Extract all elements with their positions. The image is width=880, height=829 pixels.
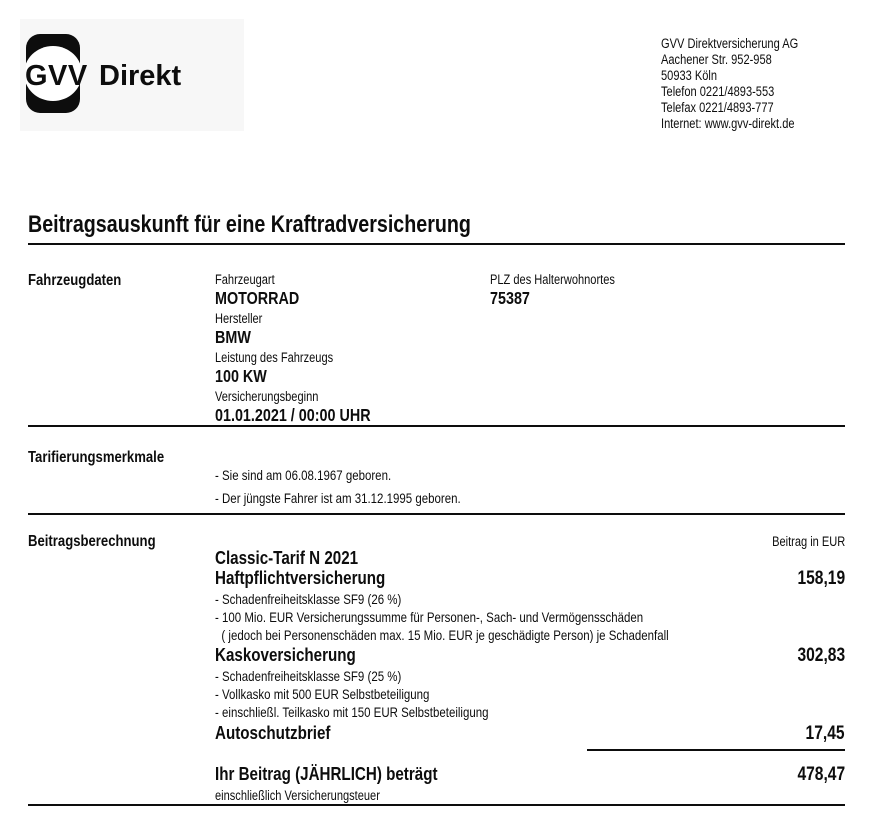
field-value-leistung: 100 KW <box>215 366 267 386</box>
roadside-amount: 17,45 <box>806 722 845 744</box>
company-city-line: 50933 Köln <box>661 68 718 84</box>
tariff-bullet-youngest-driver: - Der jüngste Fahrer ist am 31.12.1995 geboren. <box>215 490 461 506</box>
calc-row-comprehensive <box>215 645 845 666</box>
tariff-name: Classic-Tarif N 2021 <box>215 547 359 568</box>
tariff-bullet-birthdate: - Sie sind am 06.08.1967 geboren. <box>215 467 392 483</box>
detail-line: - 100 Mio. EUR Versicherungssumme für Personen-, Sach- und Vermögensschäden <box>215 608 644 625</box>
field-value-fahrzeugart: MOTORRAD <box>215 288 300 308</box>
brand-suffix: Direkt <box>99 60 182 92</box>
comprehensive-name: Kaskoversicherung <box>215 644 356 666</box>
tariff-section-label: Tarifierungsmerkmale <box>28 449 165 466</box>
detail-line: - einschließl. Teilkasko mit 150 EUR Selbstbeteiligung <box>215 703 489 720</box>
brand-name: GVV <box>25 60 88 92</box>
detail-line: - Schadenfreiheitsklasse SF9 (26 %) <box>215 591 402 607</box>
company-name-line: GVV Direktversicherung AG <box>661 36 799 51</box>
field-label-leistung: Leistung des Fahrzeugs <box>215 350 334 365</box>
calculation-body <box>215 548 845 804</box>
total-amount: 478,47 <box>797 763 845 785</box>
tariff-bullets <box>215 464 515 510</box>
liability-amount: 158,19 <box>797 568 845 589</box>
field-value-hersteller: BMW <box>215 327 251 347</box>
field-value-plz: 75387 <box>490 288 530 308</box>
title-rule <box>28 202 845 245</box>
field-label-fahrzeugart: Fahrzeugart <box>215 272 275 287</box>
liability-details <box>215 591 845 644</box>
comprehensive-amount: 302,83 <box>797 645 845 667</box>
company-street-line: Aachener Str. 952-958 <box>661 52 772 68</box>
detail-line: ( jedoch bei Personenschäden max. 15 Mio. EUR je geschädigte Person) je Schadenfall <box>215 626 669 643</box>
vehicle-fields <box>215 272 405 428</box>
company-phone-line: Telefon 0221/4893-553 <box>661 84 775 100</box>
company-web-line: Internet: www.gvv-direkt.de <box>661 116 795 132</box>
field-value-versicherungsbeginn: 01.01.2021 / 00:00 UHR <box>215 405 371 425</box>
calc-row-total <box>215 764 845 785</box>
calculation-section-label: Beitragsberechnung <box>28 533 156 550</box>
total-note: einschließlich Versicherungsteuer <box>215 787 380 803</box>
field-label-hersteller: Hersteller <box>215 311 263 326</box>
field-label-versicherungsbeginn: Versicherungsbeginn <box>215 389 319 404</box>
calc-row-liability <box>215 568 845 589</box>
section-vehicle-data <box>28 245 845 427</box>
roadside-name: Autoschutzbrief <box>215 721 331 743</box>
company-fax-line: Telefax 0221/4893-777 <box>661 100 774 116</box>
plz-block <box>490 272 642 311</box>
amount-column-header: Beitrag in EUR <box>771 534 845 549</box>
comprehensive-details <box>215 668 845 721</box>
detail-line: - Vollkasko mit 500 EUR Selbstbeteiligung <box>215 686 430 703</box>
field-label-plz: PLZ des Halterwohnortes <box>490 272 615 287</box>
section-tariff-characteristics <box>28 427 845 515</box>
vehicle-section-label: Fahrzeugdaten <box>28 272 122 289</box>
section-premium-calculation <box>28 515 845 806</box>
company-address-block <box>661 36 828 133</box>
total-label: Ihr Beitrag (JÄHRLICH) beträgt <box>215 762 438 784</box>
liability-name: Haftpflichtversicherung <box>215 567 386 588</box>
page-title: Beitragsauskunft für eine Kraftradversicherung <box>28 211 471 238</box>
calc-row-roadside <box>215 723 845 744</box>
subtotal-rule <box>587 749 845 751</box>
detail-line: - Schadenfreiheitsklasse SF9 (25 %) <box>215 668 402 685</box>
